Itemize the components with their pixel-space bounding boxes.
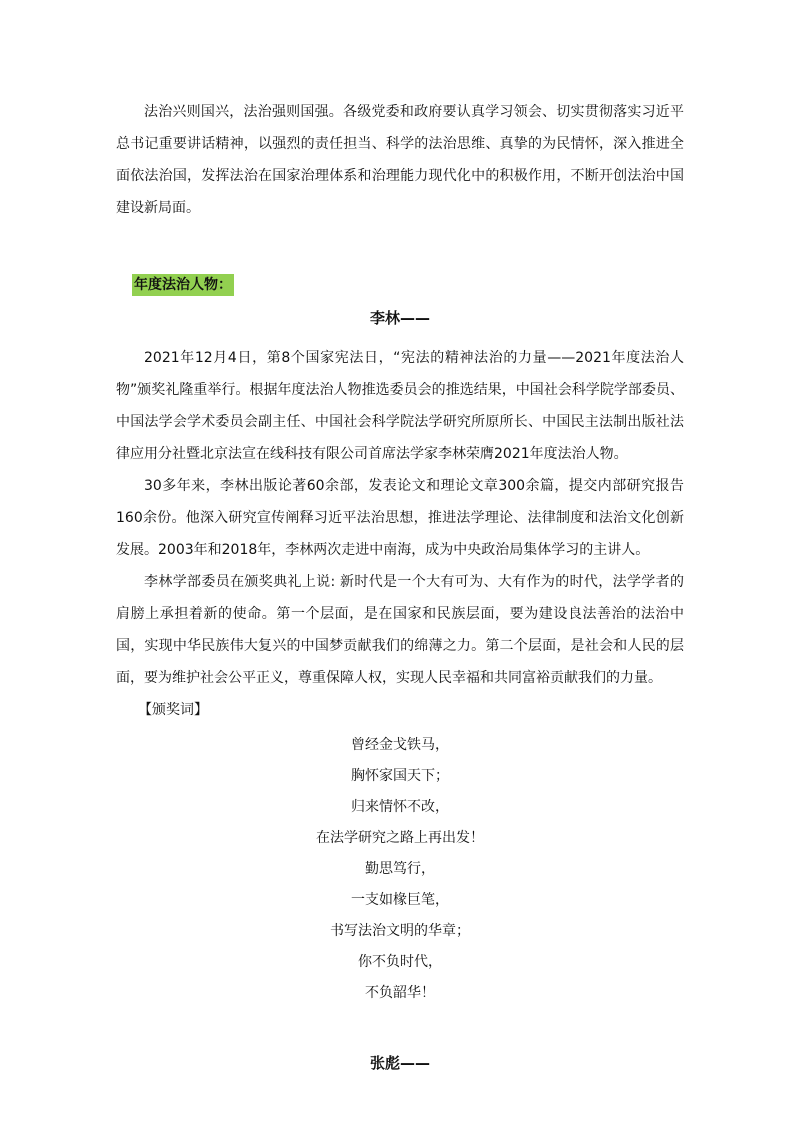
intro-paragraph: 法治兴则国兴，法治强则国强。各级党委和政府要认真学习领会、切实贯彻落实习近平总书记重要讲话精神，以强烈的责任担当、科学的法治思维、真挚的为民情怀，深入推进全面依法治国，发挥法治在国家治理体系和治理能力现代化中的积极作用，不断开创法治中国建设新局面。 [116,104,684,216]
body-paragraph: 李林学部委员在颁奖典礼上说: 新时代是一个大有可为、大有作为的时代，法学学者的肩膀上承担着新的使命。第一个层面，是在国家和民族层面，要为建设良法善治的法治中国，实现中华民族伟大复兴的中国梦贡献我们的绵薄之力。第二个层面，是社会和人民的层面，要为维护社会公平正义，尊重保障人权，实现人民幸福和共同富裕贡献我们的力量。 [116,574,684,686]
poem-line: 归来情怀不改， [351,799,449,815]
person-heading-li-lin: 李林—— [369,309,430,327]
person-heading-zhang-biao: 张彪—— [369,1054,430,1072]
poem-line: 胸怀家国天下； [351,768,449,784]
award-poem [116,730,684,1009]
poem-line: 你不负时代， [358,954,442,970]
poem-line: 勤思笃行， [365,861,435,877]
poem-line: 曾经金戈铁马， [351,737,449,753]
poem-line: 在法学研究之路上再出发！ [316,830,484,846]
award-speech-label: 【颁奖词】 [138,702,208,718]
body-paragraph: 30多年来，李林出版论著60余部，发表论文和理论文章300余篇，提交内部研究报告160余份。他深入研究宣传阐释习近平法治思想，推进法学理论、法律制度和法治文化创新发展。2003年和2018年，李林两次走进中南海，成为中央政治局集体学习的主讲人。 [116,478,684,558]
section-label-annual-figures: 年度法治人物： [132,274,234,296]
poem-line: 书写法治文明的华章； [330,923,470,939]
body-paragraph: 2021年12月4日，第8个国家宪法日，“宪法的精神法治的力量——2021年度法治人物”颁奖礼隆重举行。根据年度法治人物推选委员会的推选结果，中国社会科学院学部委员、中国法学会学术委员会副主任、中国社会科学院法学研究所原所长、中国民主法制出版社法律应用分社暨北京法宣在线科技有限公司首席法学家李林荣膺2021年度法治人物。 [116,350,684,462]
poem-line: 不负韶华！ [365,985,435,1001]
poem-line: 一支如椽巨笔， [351,892,449,908]
